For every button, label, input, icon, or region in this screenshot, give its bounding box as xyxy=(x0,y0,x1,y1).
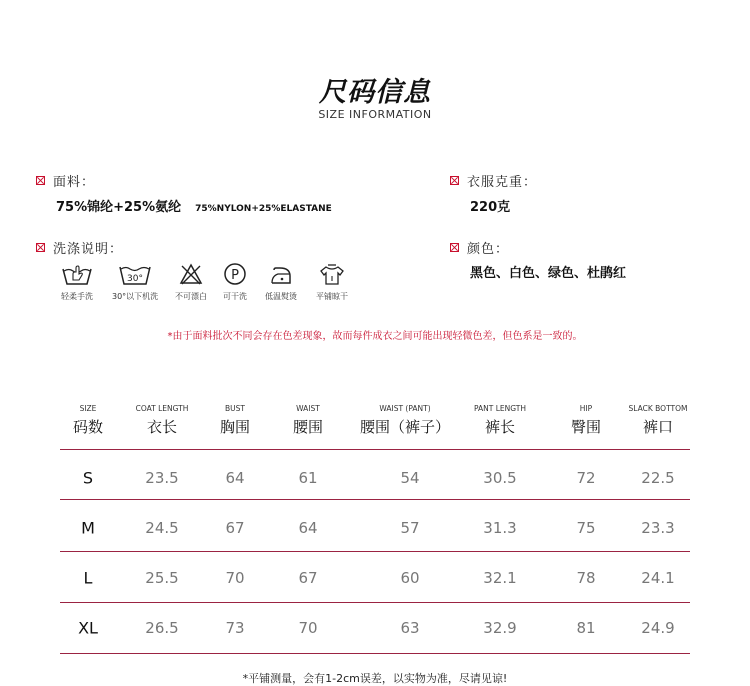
header-size: SIZE 码数 xyxy=(72,404,104,436)
color-difference-note: *由于面料批次不同会存在色差现象，故而每件成衣之间可能出现轻微色差，但色系是一致的。 xyxy=(167,331,583,342)
table-rule xyxy=(60,602,690,603)
header-bust: BUST 胸围 xyxy=(219,404,251,436)
care-item-flat-dry xyxy=(316,262,348,302)
care-item-wash-30 xyxy=(112,262,158,302)
care-item-low-iron xyxy=(265,262,297,302)
cell-pant-length: 32.1 xyxy=(483,569,517,587)
header-waist-pant: WAIST (PANT) 腰围（裤子） xyxy=(359,404,451,436)
cell-size: M xyxy=(81,518,95,538)
x-box-icon xyxy=(36,176,45,185)
care-label: 轻柔手洗 xyxy=(61,292,93,301)
cell-hip: 75 xyxy=(576,519,596,537)
header-waist: WAIST 腰围 xyxy=(292,404,324,436)
cell-bust: 73 xyxy=(225,619,245,637)
wash-30-icon xyxy=(117,262,153,286)
color-label-row xyxy=(450,238,509,257)
care-item-hand-wash xyxy=(60,262,94,302)
cell-hip: 81 xyxy=(576,619,596,637)
fabric-label: 面料： xyxy=(53,175,96,190)
cell-bust: 67 xyxy=(225,519,245,537)
table-rule xyxy=(60,499,690,500)
cell-hip: 72 xyxy=(576,469,596,487)
cell-bust: 64 xyxy=(225,469,245,487)
cell-size: XL xyxy=(78,618,98,638)
wash-label-row xyxy=(36,238,123,257)
low-iron-icon xyxy=(266,262,296,286)
cell-slack-bottom: 24.1 xyxy=(641,569,675,587)
cell-bust: 70 xyxy=(225,569,245,587)
cell-hip: 78 xyxy=(576,569,596,587)
x-box-icon xyxy=(450,243,459,252)
svg-text:P: P xyxy=(231,268,239,283)
care-label: 不可漂白 xyxy=(175,292,207,301)
table-rule xyxy=(60,551,690,552)
care-label: 平铺晾干 xyxy=(316,292,348,301)
cell-waist: 70 xyxy=(298,619,318,637)
header-coat-length: COAT LENGTH 衣长 xyxy=(135,404,189,436)
cell-coat-length: 26.5 xyxy=(145,619,179,637)
cell-size: L xyxy=(83,568,93,588)
care-label: 低温熨烫 xyxy=(265,292,297,301)
cell-waist-pant: 54 xyxy=(400,469,420,487)
cell-coat-length: 23.5 xyxy=(145,469,179,487)
x-box-icon xyxy=(36,243,45,252)
dry-clean-p-icon xyxy=(222,262,248,286)
svg-text:30°: 30° xyxy=(127,274,144,284)
care-label: 30°以下机洗 xyxy=(112,292,159,301)
color-value: 黑色、白色、绿色、杜鹃红 xyxy=(470,266,627,281)
cell-waist-pant: 57 xyxy=(400,519,420,537)
color-label: 颜色： xyxy=(467,242,510,257)
fabric-value xyxy=(56,196,332,215)
fabric-value-cn: 75%锦纶+25%氨纶 xyxy=(56,200,182,215)
cell-pant-length: 30.5 xyxy=(483,469,517,487)
measurement-note: *平铺测量，会有1-2cm误差，以实物为准，尽请见谅! xyxy=(242,672,508,685)
cell-slack-bottom: 23.3 xyxy=(641,519,675,537)
care-item-no-bleach xyxy=(175,262,207,302)
header-slack-bottom: SLACK BOTTOM 裤口 xyxy=(628,404,688,436)
fabric-value-en: 75%NYLON+25%ELASTANE xyxy=(195,204,332,214)
header-hip: HIP 臀围 xyxy=(570,404,602,436)
header-pant-length: PANT LENGTH 裤长 xyxy=(473,404,527,436)
care-item-dry-clean xyxy=(222,262,248,302)
page-subtitle: SIZE INFORMATION xyxy=(318,108,432,121)
cell-waist-pant: 60 xyxy=(400,569,420,587)
table-rule xyxy=(60,653,690,654)
table-rule xyxy=(60,449,690,450)
fabric-label-row xyxy=(36,171,95,190)
cell-size: S xyxy=(82,468,94,488)
cell-pant-length: 31.3 xyxy=(483,519,517,537)
weight-value: 220克 xyxy=(470,200,511,215)
no-bleach-icon xyxy=(178,262,204,286)
weight-label-row xyxy=(450,171,537,190)
cell-slack-bottom: 22.5 xyxy=(641,469,675,487)
hand-wash-icon xyxy=(60,262,94,286)
flat-dry-icon xyxy=(317,262,347,286)
page-title: 尺码信息 xyxy=(319,77,431,108)
cell-waist: 61 xyxy=(298,469,318,487)
cell-waist: 67 xyxy=(298,569,318,587)
cell-waist-pant: 63 xyxy=(400,619,420,637)
cell-coat-length: 25.5 xyxy=(145,569,179,587)
care-label: 可干洗 xyxy=(223,292,247,301)
wash-label: 洗涤说明： xyxy=(53,242,124,257)
cell-pant-length: 32.9 xyxy=(483,619,517,637)
cell-coat-length: 24.5 xyxy=(145,519,179,537)
x-box-icon xyxy=(450,176,459,185)
cell-slack-bottom: 24.9 xyxy=(641,619,675,637)
cell-waist: 64 xyxy=(298,519,318,537)
weight-label: 衣服克重： xyxy=(467,175,538,190)
